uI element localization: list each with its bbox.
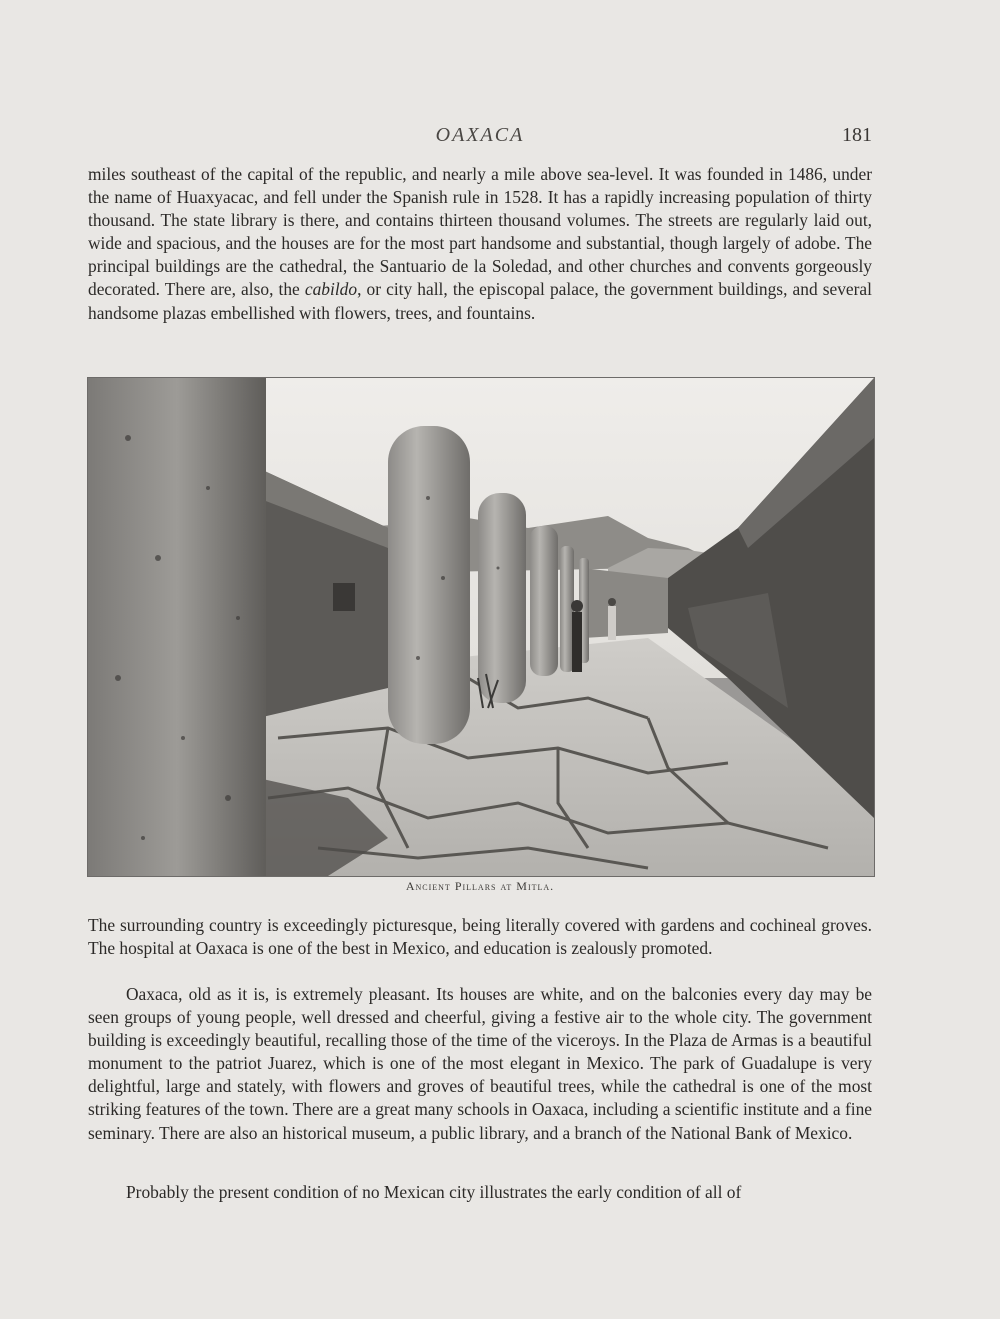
paragraph-1-text-a: miles southeast of the capital of the republic, and nearly a mile above sea-level. It was founded in 1486, under the name of Huaxyacac, and fell under the Spanish rule in 1528. It has a rapidly increasing population of thirty thousand. The state library is there, and contains thirteen thousand volumes. The streets are regularly laid out, wide and spacious, and the houses are for the most part handsome and substantial, though largely of adobe. The principal buildings are the cathedral, the Santuario de la Soledad, and other churches and convents gorgeously decorated. There are, also, the <box>88 164 872 300</box>
photograph-illustration <box>88 378 874 876</box>
paragraph-3-text: Oaxaca, old as it is, is extremely pleasant. Its houses are white, and on the balconies every day may be seen groups of young people, well dressed and cheerful, giving a festive air to the whole city. The government building is exceedingly beautiful, recalling those of the time of the viceroys. In the Plaza de Armas is a beautiful monument to the patriot Juarez, which is one of the most elegant in Mexico. The park of Guadalupe is very delightful, large and stately, with flowers and groves of beautiful trees, while the cathedral is one of the most striking features of the town. There are a great many schools in Oaxaca, including a scientific institute and a fine seminary. There are also an historical museum, a public library, and a branch of the National Bank of Mexico. <box>88 984 872 1143</box>
running-head <box>88 124 872 152</box>
running-title: OAXACA <box>435 124 525 146</box>
photograph-ancient-pillars <box>87 377 875 877</box>
figure-caption: Ancient Pillars at Mitla. <box>405 879 555 893</box>
paragraph-3 <box>88 983 872 1145</box>
paragraph-4 <box>88 1181 872 1204</box>
page-number: 181 <box>842 124 872 146</box>
paragraph-1 <box>88 163 872 325</box>
paragraph-2: The surrounding country is exceedingly picturesque, being literally covered with gardens and cochineal groves. The hospital at Oaxaca is one of the best in Mexico, and education is zealously promoted. <box>88 915 872 959</box>
paragraph-1-text-b: , or city hall, the episcopal palace, the government buildings, and several handsome plazas embellished with flowers, trees, and fountains. <box>88 279 872 323</box>
italic-cabildo: cabildo <box>304 279 358 300</box>
paragraph-4-text: Probably the present condition of no Mexican city illustrates the early condition of all of <box>126 1182 742 1202</box>
